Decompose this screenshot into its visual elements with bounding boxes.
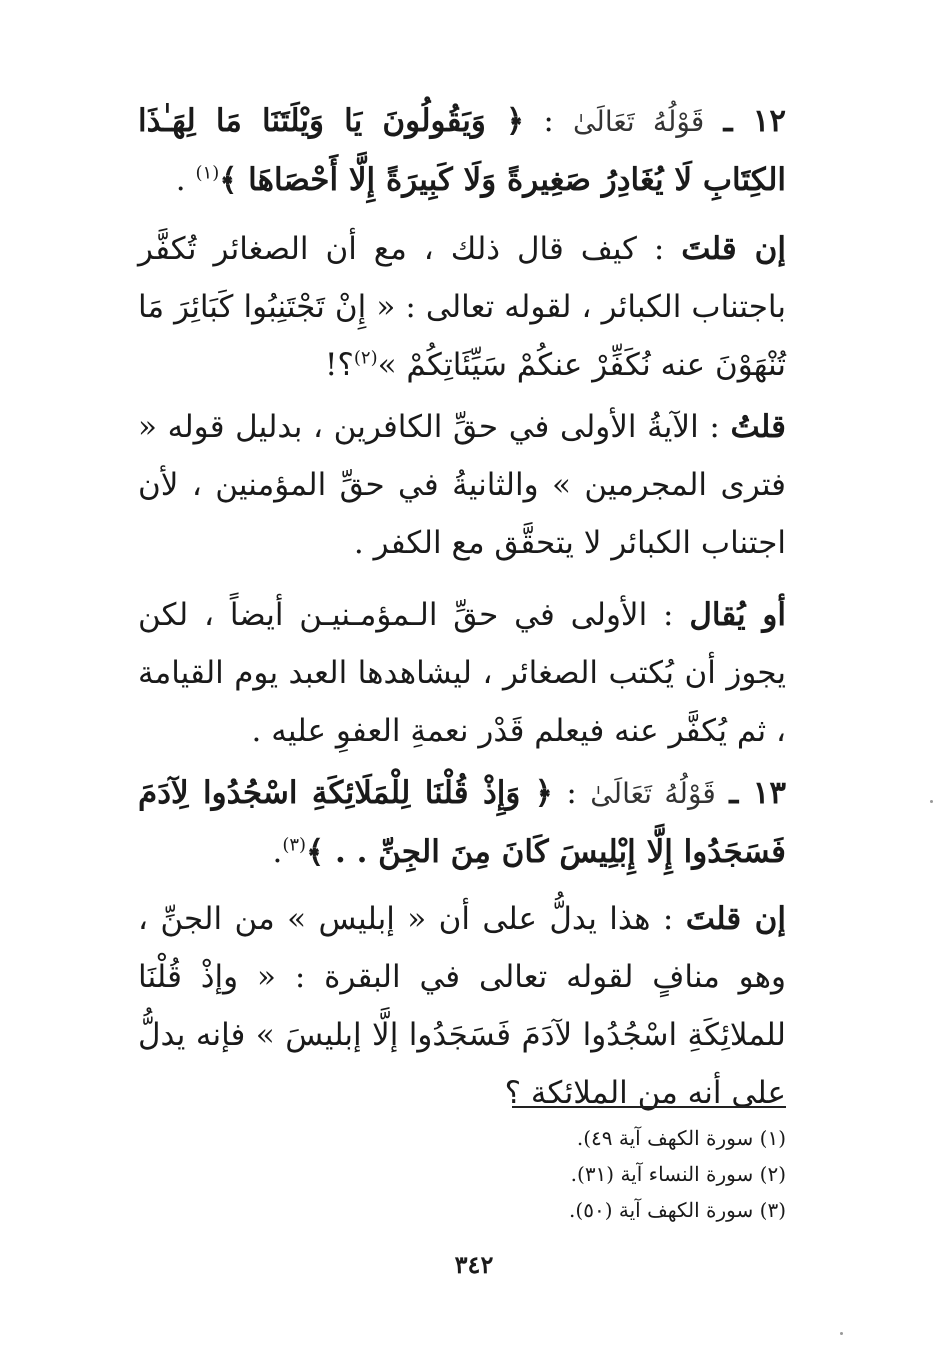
footnote-mark: (١) — [195, 162, 220, 184]
alternative-text: : الأولى في حقِّ الـمؤمـنيـن أيضاً ، لكن يجوز أن يُكتب الصغائر ، ليشاهدها العبد يوم القيامة ، ثم يُكفَّر عنه فيعلم قَدْر نعمةِ العفوِ عليه . — [138, 597, 786, 749]
question-text: : كيف قال ذلك ، مع أن الصغائر تُكفَّر باجتناب الكبائر ، لقوله تعالى : « إِنْ تَجْتَنِبُوا كَبَائِرَ مَا تُنْهَوْنَ عنه نُكَفِّرْ عنكُمْ سَيِّئَاتِكُمْ » — [138, 231, 786, 383]
verse-13-paragraph — [138, 764, 786, 881]
question-lead: إن قلتَ — [685, 901, 786, 937]
quran-quote: ﴿ وَإِذْ قُلْنَا لِلْمَلَائِكَةِ اسْجُدُوا لِآدَمَ فَسَجَدُوا إِلَّا إِبْلِيسَ كَانَ مِنَ الجِنِّ . . ﴾ — [138, 775, 786, 870]
page-number: ٣٤٢ — [454, 1250, 494, 1279]
alternative-lead: أو يُقال — [689, 597, 787, 633]
verse-number: ١٢ ـ — [723, 103, 786, 139]
question-lead: إن قلتَ — [681, 231, 786, 267]
answer-text: : الآيةُ الأولى في حقِّ الكافرين ، بدليل قوله « فترى المجرمين » والثانيةُ في حقِّ المؤمنين ، لأن اجتناب الكبائر لا يتحقَّق مع الكفر . — [138, 409, 786, 561]
alternative-answer-paragraph — [138, 586, 786, 760]
footnote-3: (٣) سورة الكهف آية (٥٠). — [569, 1198, 786, 1222]
sentence-end: ؟! — [324, 347, 354, 383]
quran-quote: ﴿ وَيَقُولُونَ يَا وَيْلَتَنَا مَا لِهَـٰذَا الكِتَابِ لَا يُغَادِرُ صَغِيرةً وَلَا كَبِيرَةً إِلَّا أَحْصَاهَا ﴾ — [138, 103, 786, 198]
colon: : — [552, 775, 591, 811]
second-question-paragraph — [138, 890, 786, 1122]
question-text: : هذا يدلُّ على أن « إبليس » من الجنِّ ، وهو منافٍ لقوله تعالى في البقرة : « وإذْ قُلْنَا للملائِكَةِ اسْجُدُوا لآدَمَ فَسَجَدُوا إلَّا إبليسَ » فإنه يدلُّ على أنه من الملائكة ؟ — [138, 901, 786, 1111]
answer-lead: قلتُ — [730, 409, 786, 445]
footnotes-list — [500, 1120, 786, 1228]
verse-number: ١٣ ـ — [729, 775, 786, 811]
verse-12-paragraph — [138, 92, 786, 209]
sentence-end: . — [175, 162, 196, 198]
colon: : — [524, 103, 573, 139]
question-paragraph — [138, 220, 786, 394]
sentence-end: . — [272, 834, 283, 870]
scan-speck — [930, 800, 933, 803]
answer-paragraph — [138, 398, 786, 572]
footnote-separator — [512, 1106, 786, 1108]
footnote-mark: (٣) — [282, 834, 307, 856]
scan-speck — [840, 1332, 843, 1335]
qawluhu-label: قَوْلُهُ تَعَالَىٰ — [572, 105, 705, 138]
qawluhu-label: قَوْلُهُ تَعَالَىٰ — [590, 777, 716, 810]
footnote-1: (١) سورة الكهف آية ٤٩). — [576, 1126, 786, 1150]
footnote-mark: (٢) — [353, 347, 378, 369]
footnote-2: (٢) سورة النساء آية (٣١). — [570, 1162, 786, 1186]
